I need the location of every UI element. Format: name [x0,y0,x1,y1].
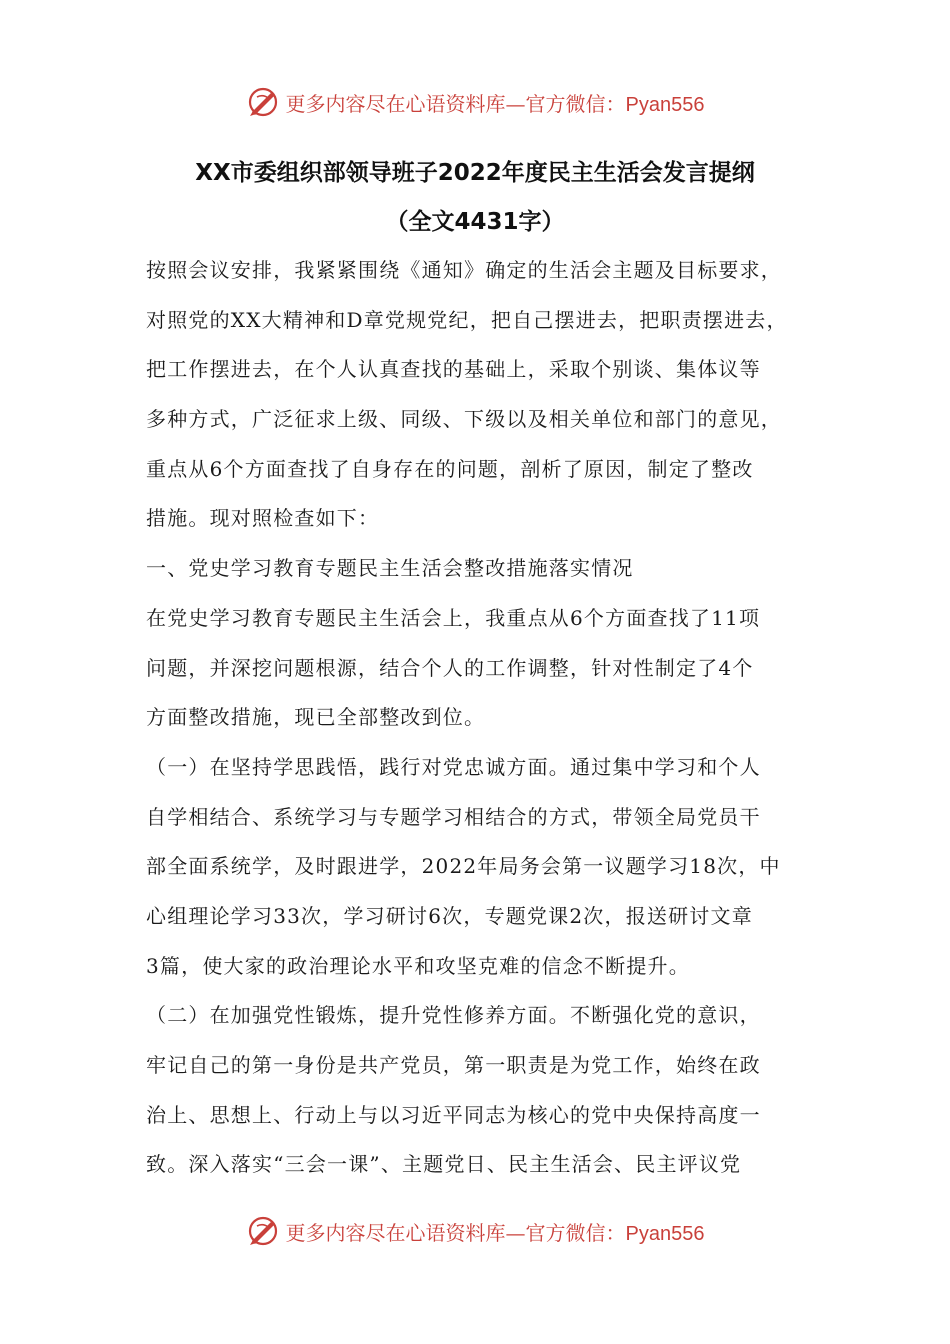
body-line: 治上、思想上、行动上与以习近平同志为核心的党中央保持高度一 [146,1102,761,1127]
body-line: 多种方式，广泛征求上级、同级、下级以及相关单位和部门的意见， [146,407,782,432]
footer-banner-text [286,1217,705,1246]
body-line: （一）在坚持学思践悟，践行对党忠诚方面。通过集中学习和个人 [146,754,761,779]
body-line: 心组理论学习33次，学习研讨6次，专题党课2次，报送研讨文章 [146,903,753,928]
body-line: 自学相结合、系统学习与专题学习相结合的方式，带领全局党员干 [146,804,761,829]
document-subtitle: （全文4431字） [385,209,565,235]
header-banner [0,82,950,122]
body-line: 措施。现对照检查如下： [146,506,380,531]
document-body [146,252,818,1196]
body-line: 在党史学习教育专题民主生活会上，我重点从6个方面查找了11项 [146,605,761,630]
body-line: 方面整改措施，现已全部整改到位。 [146,705,486,730]
pen-logo-icon [246,85,280,119]
body-line: 按照会议安排，我紧紧围绕《通知》确定的生活会主题及目标要求， [146,258,782,282]
body-line: 部全面系统学，及时跟进学，2022年局务会第一议题学习18次，中 [146,854,781,879]
body-line: （二）在加强党性锻炼，提升党性修养方面。不断强化党的意识， [146,1003,761,1028]
body-line: 牢记自己的第一身份是共产党员，第一职责是为党工作，始终在政 [146,1053,761,1077]
body-line: 对照党的XX大精神和D章党规党纪，把自己摆进去，把职责摆进去， [146,307,788,332]
banner-message: 更多内容尽在心语资料库—官方微信： [285,91,626,116]
body-line: 致。深入落实“三会一课”、主题党日、民主生活会、民主评议党 [146,1152,742,1177]
footer-banner-wechat-id: Pyan556 [625,1222,705,1245]
pen-logo-icon [246,1214,280,1248]
footer-banner [0,1211,950,1251]
banner-text [286,88,705,117]
body-line: 重点从6个方面查找了自身存在的问题，剖析了原因，制定了整改 [146,456,754,481]
body-line: 3篇，使大家的政治理论水平和攻坚克难的信念不断提升。 [146,953,690,978]
document-title: XX市委组织部领导班子2022年度民主生活会发言提纲 [195,160,755,186]
banner-wechat-id: Pyan556 [625,93,705,116]
section-heading: 一、党史学习教育专题民主生活会整改措施落实情况 [146,556,634,581]
body-line: 问题，并深挖问题根源，结合个人的工作调整，针对性制定了4个 [146,655,754,680]
footer-banner-message: 更多内容尽在心语资料库—官方微信： [285,1220,626,1245]
body-line: 把工作摆进去，在个人认真查找的基础上，采取个别谈、集体议等 [146,357,761,382]
